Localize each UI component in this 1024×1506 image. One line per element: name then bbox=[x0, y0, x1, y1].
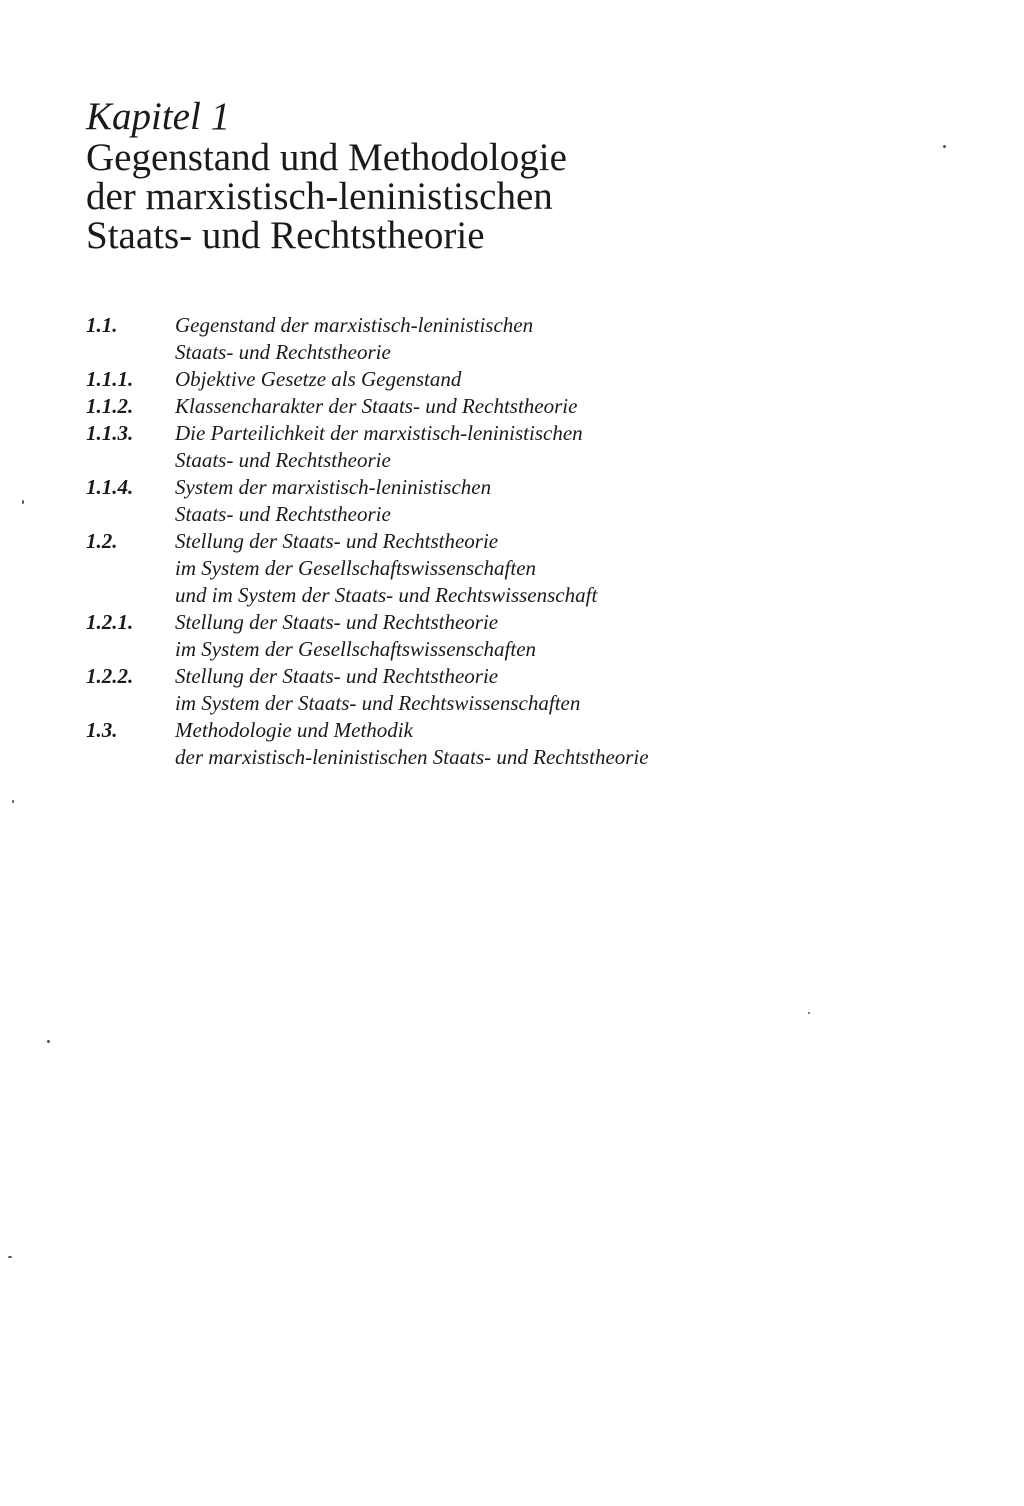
toc-entry bbox=[86, 393, 966, 420]
toc-title-line: Stellung der Staats- und Rechtstheorie bbox=[175, 664, 499, 688]
toc-title bbox=[175, 366, 966, 393]
chapter-title-line: Staats- und Rechtstheorie bbox=[86, 214, 485, 257]
toc-number: 1.1.1. bbox=[86, 367, 134, 391]
toc-title-line: der marxistisch-leninistischen Staats- und Rechtstheorie bbox=[175, 745, 649, 769]
toc-entry bbox=[86, 609, 966, 663]
toc-title-line: Staats- und Rechtstheorie bbox=[175, 340, 391, 364]
scan-speck bbox=[943, 145, 946, 148]
toc-title-line: Klassencharakter der Staats- und Rechtstheorie bbox=[175, 394, 578, 418]
toc-entry bbox=[86, 366, 966, 393]
toc-entry bbox=[86, 474, 966, 528]
scan-speck bbox=[808, 1012, 810, 1014]
chapter-title-line: Gegenstand und Methodologie bbox=[86, 136, 567, 179]
toc-title-line: Staats- und Rechtstheorie bbox=[175, 448, 391, 472]
scan-speck bbox=[12, 800, 14, 803]
toc-entry bbox=[86, 528, 966, 609]
chapter-heading bbox=[86, 96, 966, 255]
toc-title-line: im System der Staats- und Rechtswissenschaften bbox=[175, 691, 581, 715]
toc-title-line: Die Parteilichkeit der marxistisch-leninistischen bbox=[175, 421, 583, 445]
toc-entry bbox=[86, 663, 966, 717]
chapter-label: Kapitel 1 bbox=[86, 95, 231, 138]
toc-title-line: Staats- und Rechtstheorie bbox=[175, 502, 391, 526]
scan-speck bbox=[22, 500, 24, 504]
scan-speck bbox=[47, 1040, 50, 1043]
chapter-title bbox=[86, 138, 966, 255]
toc-title-line: und im System der Staats- und Rechtswissenschaft bbox=[175, 583, 598, 607]
toc-title bbox=[175, 717, 966, 771]
toc-title-line: im System der Gesellschaftswissenschaften bbox=[175, 556, 537, 580]
toc-number: 1.1.4. bbox=[86, 475, 134, 499]
toc-number: 1.1.2. bbox=[86, 394, 134, 418]
toc-title bbox=[175, 474, 966, 528]
toc-title bbox=[175, 663, 966, 717]
toc-title bbox=[175, 312, 966, 366]
toc-number: 1.2.1. bbox=[86, 610, 134, 634]
toc-title bbox=[175, 393, 966, 420]
toc-number: 1.1.3. bbox=[86, 421, 134, 445]
toc-title bbox=[175, 609, 966, 663]
toc-title bbox=[175, 528, 966, 609]
toc-number: 1.1. bbox=[86, 313, 118, 337]
toc-title bbox=[175, 420, 966, 474]
toc-title-line: Stellung der Staats- und Rechtstheorie bbox=[175, 610, 499, 634]
toc-number: 1.2. bbox=[86, 529, 118, 553]
toc-title-line: Methodologie und Methodik bbox=[175, 718, 413, 742]
toc-number: 1.3. bbox=[86, 718, 118, 742]
toc-entry bbox=[86, 420, 966, 474]
toc-title-line: im System der Gesellschaftswissenschaften bbox=[175, 637, 537, 661]
chapter-title-line: der marxistisch-leninistischen bbox=[86, 175, 553, 218]
toc-entry bbox=[86, 312, 966, 366]
toc-title-line: Stellung der Staats- und Rechtstheorie bbox=[175, 529, 499, 553]
toc-title-line: Gegenstand der marxistisch-leninistischen bbox=[175, 313, 534, 337]
toc-number: 1.2.2. bbox=[86, 664, 134, 688]
toc-title-line: Objektive Gesetze als Gegenstand bbox=[175, 367, 462, 391]
toc-entry bbox=[86, 717, 966, 771]
table-of-contents bbox=[86, 312, 966, 771]
scan-speck bbox=[8, 1256, 12, 1258]
toc-title-line: System der marxistisch-leninistischen bbox=[175, 475, 492, 499]
